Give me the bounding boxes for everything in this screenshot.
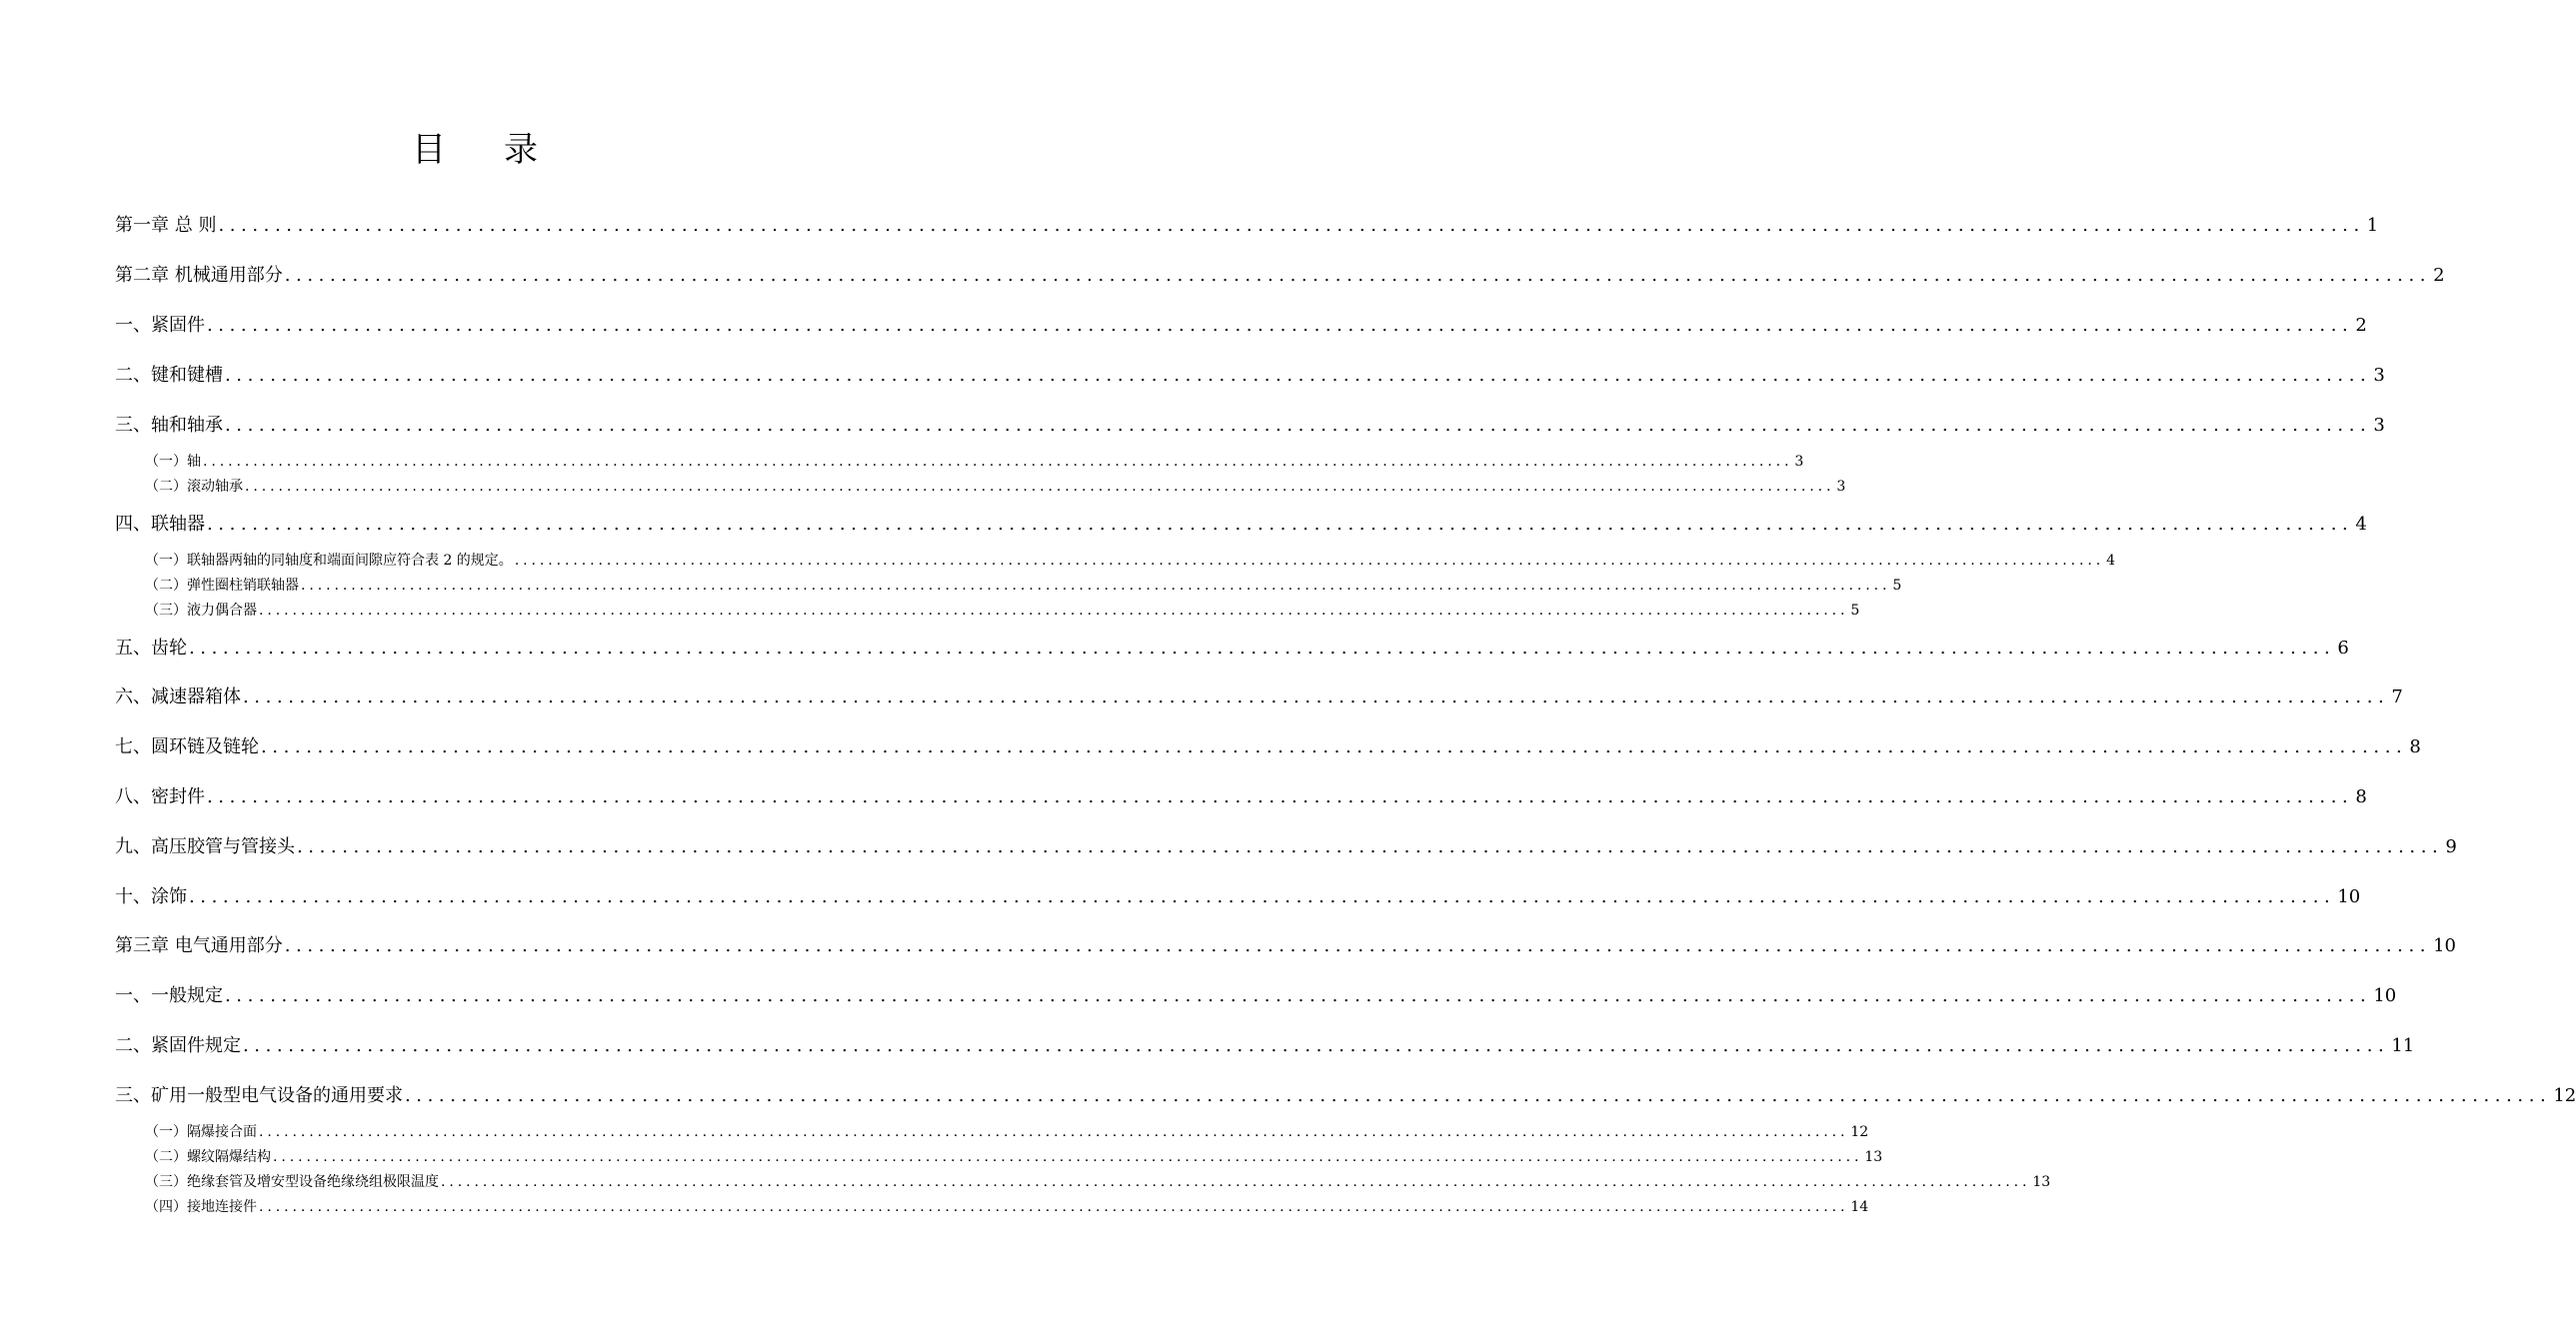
dot-leader: ..............................................................................................................................................................................................	[297, 836, 2444, 857]
toc-entry-label: （二）滚动轴承	[145, 479, 243, 495]
toc-entry-page: 3	[1794, 454, 1804, 470]
toc-subentry[interactable]	[145, 551, 2116, 571]
toc-entry-page: 6	[2337, 638, 2349, 659]
toc-entry-label: 七、圆环链及链轮	[115, 736, 259, 757]
toc-entry[interactable]	[115, 264, 2445, 288]
dot-leader: ..............................................................................................................................................................................................	[284, 935, 2432, 956]
toc-entry-page: 2	[2433, 265, 2445, 286]
dot-leader: ..............................................................................................................................................................................................	[441, 1174, 2031, 1190]
toc-entry-label: 六、减速器箱体	[115, 686, 241, 707]
toc-entry-page: 10	[2337, 886, 2361, 907]
toc-entry-label: 三、矿用一般型电气设备的通用要求	[115, 1085, 403, 1106]
toc-entry[interactable]	[115, 1084, 2576, 1108]
toc-entry-page: 10	[2433, 935, 2456, 956]
toc-entry-page: 10	[2373, 985, 2397, 1006]
toc-entry[interactable]	[115, 785, 2367, 809]
toc-entry-page: 3	[2373, 415, 2385, 436]
toc-title-char-1: 目	[412, 130, 446, 170]
toc-entry-label: 四、联轴器	[115, 514, 205, 535]
toc-entry[interactable]	[115, 513, 2367, 537]
dot-leader: ..............................................................................................................................................................................................	[207, 786, 2354, 807]
toc-entry-label: 五、齿轮	[115, 638, 187, 659]
toc-entry-page: 2	[2355, 315, 2367, 336]
toc-entry-label: 二、键和键槽	[115, 365, 223, 386]
dot-leader: ..............................................................................................................................................................................................	[203, 454, 1793, 470]
toc-entry[interactable]	[115, 414, 2385, 438]
toc-entry-page: 3	[1836, 479, 1846, 495]
toc-entry-label: 一、紧固件	[115, 315, 205, 336]
toc-entry-page: 4	[2355, 514, 2367, 535]
dot-leader: ..............................................................................................................................................................................................	[225, 365, 2372, 386]
toc-entry-label: （三）液力偶合器	[145, 603, 257, 619]
toc-entry[interactable]	[115, 637, 2349, 661]
toc-entry-page: 14	[1850, 1199, 1869, 1215]
dot-leader: ..............................................................................................................................................................................................	[261, 736, 2408, 757]
toc-entry-page: 5	[1850, 603, 1860, 619]
toc-entry-label: 第二章 机械通用部分	[115, 265, 283, 286]
toc-entry-label: 第一章 总 则	[115, 215, 217, 236]
dot-leader: ..............................................................................................................................................................................................	[225, 985, 2372, 1006]
toc-entry-label: 二、紧固件规定	[115, 1035, 241, 1056]
dot-leader: ..............................................................................................................................................................................................	[405, 1085, 2552, 1106]
dot-leader: ..............................................................................................................................................................................................	[259, 1124, 1849, 1140]
toc-entry-label: （四）接地连接件	[145, 1199, 257, 1215]
dot-leader: ..............................................................................................................................................................................................	[259, 1199, 1849, 1215]
toc-subentry[interactable]	[145, 1197, 1869, 1217]
toc-entry-label: 第三章 电气通用部分	[115, 935, 283, 956]
toc-entry-label: 九、高压胶管与管接头	[115, 836, 295, 857]
dot-leader: ..............................................................................................................................................................................................	[273, 1149, 1863, 1165]
dot-leader: ..............................................................................................................................................................................................	[243, 686, 2390, 707]
toc-entry-page: 13	[1864, 1149, 1883, 1165]
toc-entry-label: （一）隔爆接合面	[145, 1124, 257, 1140]
dot-leader: ..............................................................................................................................................................................................	[259, 603, 1849, 619]
toc-subentry[interactable]	[145, 452, 1804, 472]
dot-leader: ..............................................................................................................................................................................................	[284, 265, 2432, 286]
toc-subentry[interactable]	[145, 1122, 1869, 1142]
toc-entry-label: 八、密封件	[115, 786, 205, 807]
toc-entry-page: 8	[2355, 786, 2367, 807]
toc-entry-label: （一）轴	[145, 454, 201, 470]
dot-leader: ..............................................................................................................................................................................................	[207, 514, 2354, 535]
toc-entry-page: 12	[2553, 1085, 2576, 1106]
dot-leader: ..............................................................................................................................................................................................	[225, 415, 2372, 436]
toc-entry-page: 12	[1850, 1124, 1869, 1140]
toc-entry[interactable]	[115, 364, 2385, 388]
toc-subentry[interactable]	[145, 601, 1860, 621]
toc-subentry[interactable]	[145, 1147, 1883, 1167]
toc-entry-page: 5	[1892, 578, 1902, 594]
toc-entry-label: （一）联轴器两轴的同轴度和端面间隙应符合表 2 的规定。	[145, 553, 513, 569]
toc-entry-page: 4	[2106, 553, 2116, 569]
toc-entry[interactable]	[115, 685, 2403, 709]
toc-entry[interactable]	[115, 735, 2421, 759]
dot-leader: ..............................................................................................................................................................................................	[189, 886, 2336, 907]
toc-entry[interactable]	[115, 885, 2361, 909]
toc-entry-label: （二）螺纹隔爆结构	[145, 1149, 271, 1165]
toc-entry-page: 3	[2373, 365, 2385, 386]
toc-entry[interactable]	[115, 1034, 2415, 1058]
dot-leader: ..............................................................................................................................................................................................	[243, 1035, 2390, 1056]
toc-entry-label: 十、涂饰	[115, 886, 187, 907]
dot-leader: ..............................................................................................................................................................................................	[301, 578, 1891, 594]
toc-entry-page: 11	[2391, 1035, 2415, 1056]
toc-entry[interactable]	[115, 934, 2456, 958]
toc-subentry[interactable]	[145, 477, 1846, 497]
toc-entry-label: 一、一般规定	[115, 985, 223, 1006]
toc-entry-label: 三、轴和轴承	[115, 415, 223, 436]
toc-entry-label: （三）绝缘套管及增安型设备绝缘绕组极限温度	[145, 1174, 439, 1190]
dot-leader: ..............................................................................................................................................................................................	[245, 479, 1835, 495]
toc-entry[interactable]	[115, 835, 2457, 859]
toc-title-char-2: 录	[504, 130, 538, 170]
toc-entry-page: 13	[2032, 1174, 2051, 1190]
toc-entry[interactable]	[115, 314, 2367, 338]
dot-leader: ..............................................................................................................................................................................................	[218, 215, 2365, 236]
toc-entry-page: 9	[2445, 836, 2457, 857]
dot-leader: ..............................................................................................................................................................................................	[189, 638, 2336, 659]
toc-subentry[interactable]	[145, 576, 1902, 596]
dot-leader: ..............................................................................................................................................................................................	[514, 553, 2105, 569]
toc-subentry[interactable]	[145, 1172, 2051, 1192]
toc-entry-page: 7	[2391, 686, 2403, 707]
dot-leader: ..............................................................................................................................................................................................	[207, 315, 2354, 336]
toc-entry-page: 1	[2366, 215, 2379, 236]
toc-entry-label: （二）弹性圈柱销联轴器	[145, 578, 299, 594]
toc-entry-page: 8	[2409, 736, 2421, 757]
toc-entry[interactable]	[115, 214, 2379, 238]
toc-entry[interactable]	[115, 984, 2397, 1008]
